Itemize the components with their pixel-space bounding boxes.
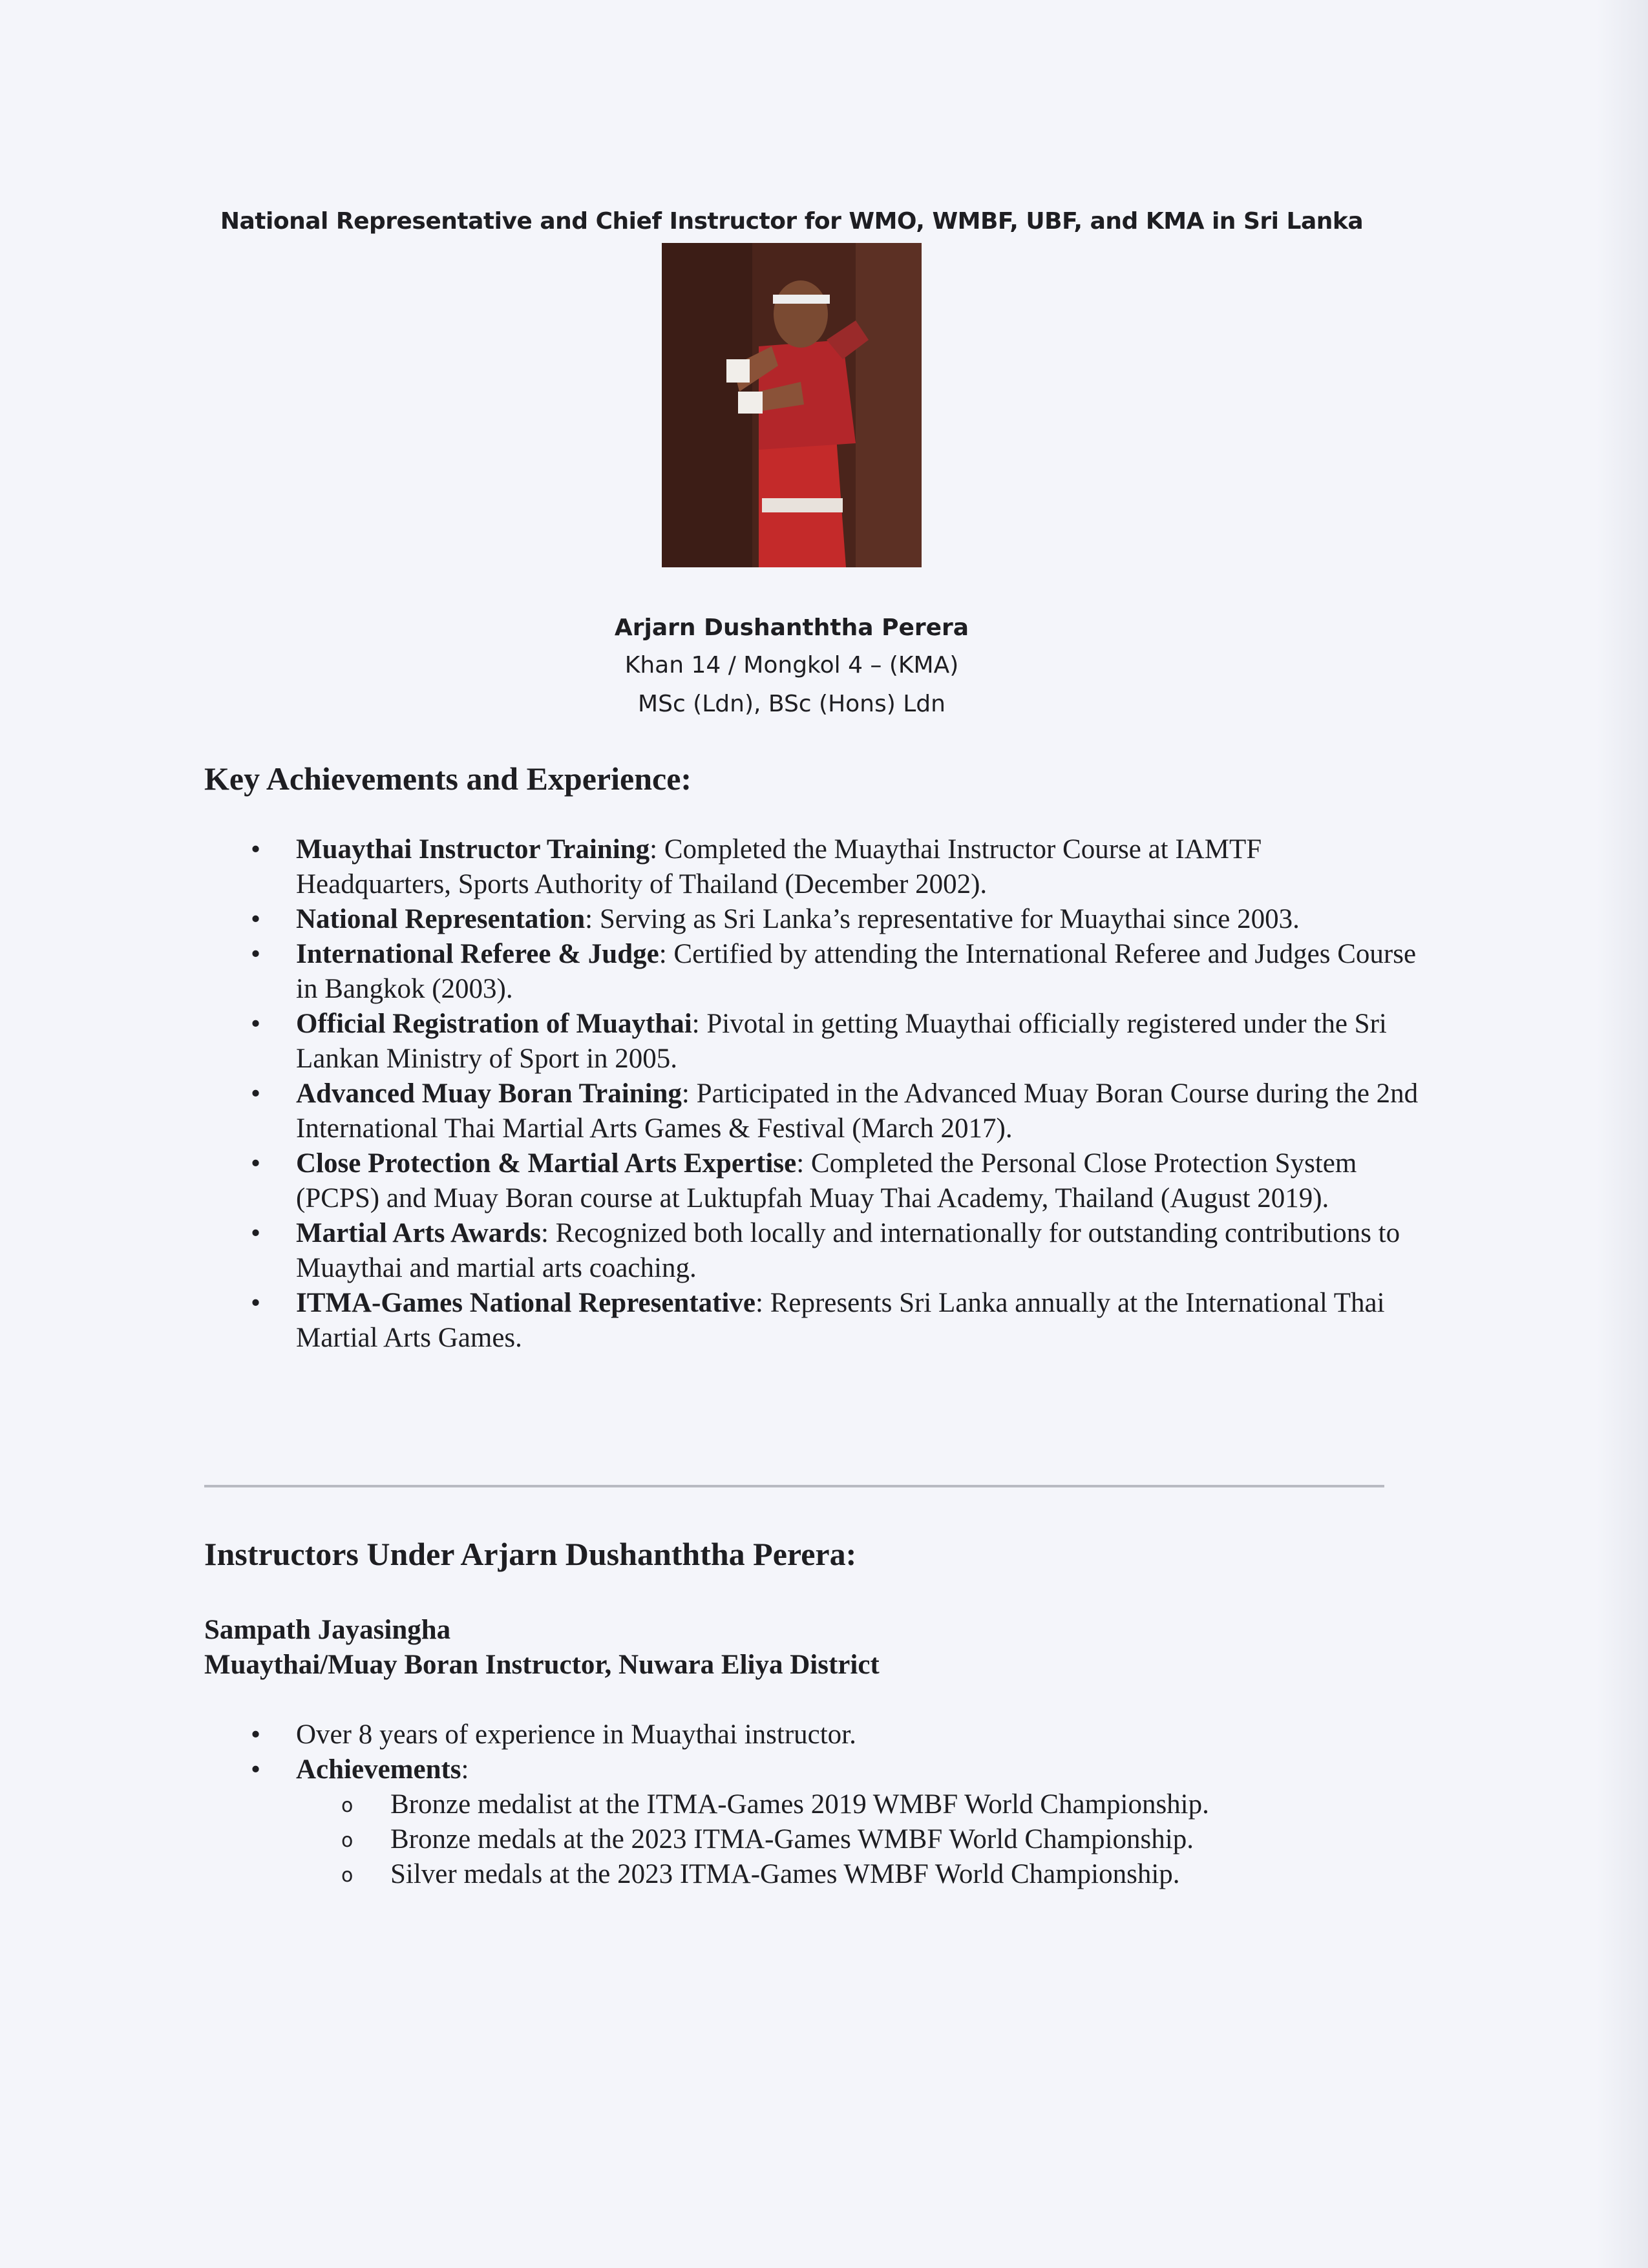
instructor-photo <box>662 243 922 567</box>
achievement-text: : Certified by attending the International Referee and Judges Course in Bangkok (2003). <box>296 939 1417 1004</box>
achievement-text: : Participated in the Advanced Muay Boran Course during the 2nd International Thai Martial Arts Games & Festival (March 2017). <box>296 1078 1419 1144</box>
achievement-label: ITMA-Games National Representative <box>296 1288 755 1318</box>
list-item <box>204 1286 1419 1356</box>
achievement-text: : Serving as Sri Lanka’s representative for Muaythai since 2003. <box>585 904 1300 934</box>
person-degrees: MSc (Ldn), BSc (Hons) Ldn <box>638 691 945 717</box>
achievement-label: International Referee & Judge <box>296 939 659 969</box>
list-item <box>204 1752 1419 1892</box>
achievement-text: : Completed the Personal Close Protection System (PCPS) and Muay Boran course at Luktupfah Muay Thai Academy, Thailand (August 2019). <box>296 1148 1357 1213</box>
instructor-achievements-list <box>296 1787 1419 1892</box>
bullet-icon: • <box>251 1078 261 1109</box>
achievement-text: : Completed the Muaythai Instructor Course at IAMTF Headquarters, Sports Authority of Thailand (December 2002). <box>296 834 1262 899</box>
instructor-achievement: Bronze medalist at the ITMA-Games 2019 WMBF World Championship. <box>390 1789 1209 1820</box>
sub-list-item <box>296 1857 1419 1892</box>
instructor-role: Muaythai/Muay Boran Instructor, Nuwara Eliya District <box>204 1650 880 1680</box>
list-item <box>204 1007 1419 1076</box>
list-item <box>204 902 1419 937</box>
list-item <box>204 937 1419 1007</box>
achievements-heading: Key Achievements and Experience: <box>204 761 692 797</box>
bullet-icon: • <box>251 834 261 865</box>
instructor-achievement: Silver medals at the 2023 ITMA-Games WMBF World Championship. <box>390 1859 1180 1889</box>
achievements-label: Achievements <box>296 1754 461 1785</box>
bullet-icon: • <box>251 1288 261 1318</box>
list-item <box>204 1216 1419 1286</box>
achievement-label: Close Protection & Martial Arts Expertise <box>296 1148 797 1179</box>
achievement-label: Advanced Muay Boran Training <box>296 1078 682 1109</box>
achievements-list <box>204 832 1419 1356</box>
instructor-info <box>204 1613 880 1683</box>
page-title: National Representative and Chief Instructor for WMO, WMBF, UBF, and KMA in Sri Lanka <box>220 208 1364 235</box>
section-divider <box>204 1485 1384 1487</box>
achievement-label: Muaythai Instructor Training <box>296 834 650 865</box>
person-info <box>0 610 1583 724</box>
list-item <box>204 1076 1419 1146</box>
person-rank: Khan 14 / Mongkol 4 – (KMA) <box>624 652 959 678</box>
circle-bullet-icon: o <box>341 1794 354 1817</box>
bullet-icon: • <box>251 1719 261 1750</box>
fighter-portrait-image <box>662 243 922 567</box>
bullet-icon: • <box>251 1218 261 1248</box>
bullet-icon: • <box>251 1009 261 1039</box>
achievement-text: : Pivotal in getting Muaythai officially registered under the Sri Lankan Ministry of Sport in 2005. <box>296 1009 1387 1074</box>
person-name: Arjarn Dushanththa Perera <box>614 614 969 641</box>
list-item <box>204 832 1419 902</box>
circle-bullet-icon: o <box>341 1864 354 1887</box>
instructor-experience: Over 8 years of experience in Muaythai instructor. <box>296 1719 856 1750</box>
list-item <box>204 1717 1419 1752</box>
achievement-text: : Recognized both locally and internationally for outstanding contributions to Muaythai and martial arts coaching. <box>296 1218 1400 1283</box>
instructor-achievement: Bronze medals at the 2023 ITMA-Games WMBF World Championship. <box>390 1824 1194 1854</box>
bullet-icon: • <box>251 904 261 934</box>
achievement-text: : Represents Sri Lanka annually at the International Thai Martial Arts Games. <box>296 1288 1385 1353</box>
bullet-icon: • <box>251 1148 261 1179</box>
instructors-heading: Instructors Under Arjarn Dushanththa Perera: <box>204 1536 857 1572</box>
list-item <box>204 1146 1419 1216</box>
bullet-icon: • <box>251 1754 261 1785</box>
instructor-name: Sampath Jayasingha <box>204 1615 451 1645</box>
sub-list-item <box>296 1822 1419 1857</box>
circle-bullet-icon: o <box>341 1829 354 1852</box>
sub-list-item <box>296 1787 1419 1822</box>
bullet-icon: • <box>251 939 261 969</box>
achievement-label: National Representation <box>296 904 586 934</box>
achievement-label: Official Registration of Muaythai <box>296 1009 692 1039</box>
achievements-colon: : <box>461 1754 469 1785</box>
instructor-details-list <box>204 1717 1419 1892</box>
achievement-label: Martial Arts Awards <box>296 1218 541 1248</box>
